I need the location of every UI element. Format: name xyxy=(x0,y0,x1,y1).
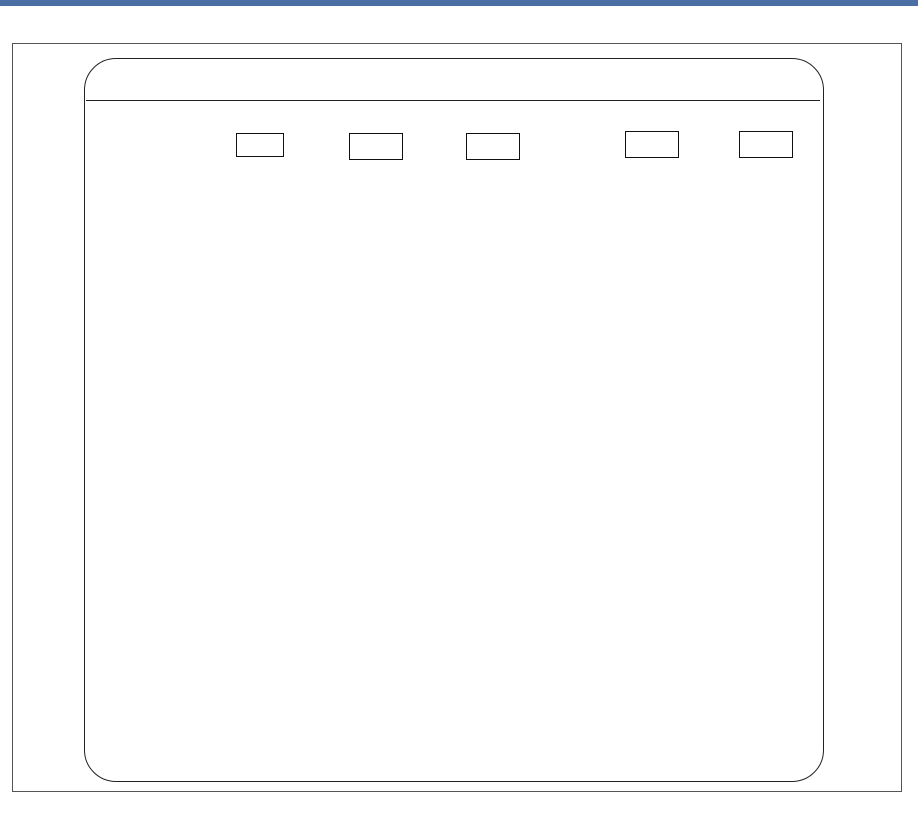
breaker-box-pwr-windows xyxy=(349,133,403,160)
time-reset-box xyxy=(236,133,284,157)
window-top-bar xyxy=(0,0,918,6)
breaker-box-empty xyxy=(739,131,793,158)
fuse-grid xyxy=(108,172,808,698)
breaker-box-rear-defog xyxy=(466,133,520,160)
title-divider xyxy=(86,100,820,101)
breaker-box-power-seats xyxy=(625,131,679,158)
